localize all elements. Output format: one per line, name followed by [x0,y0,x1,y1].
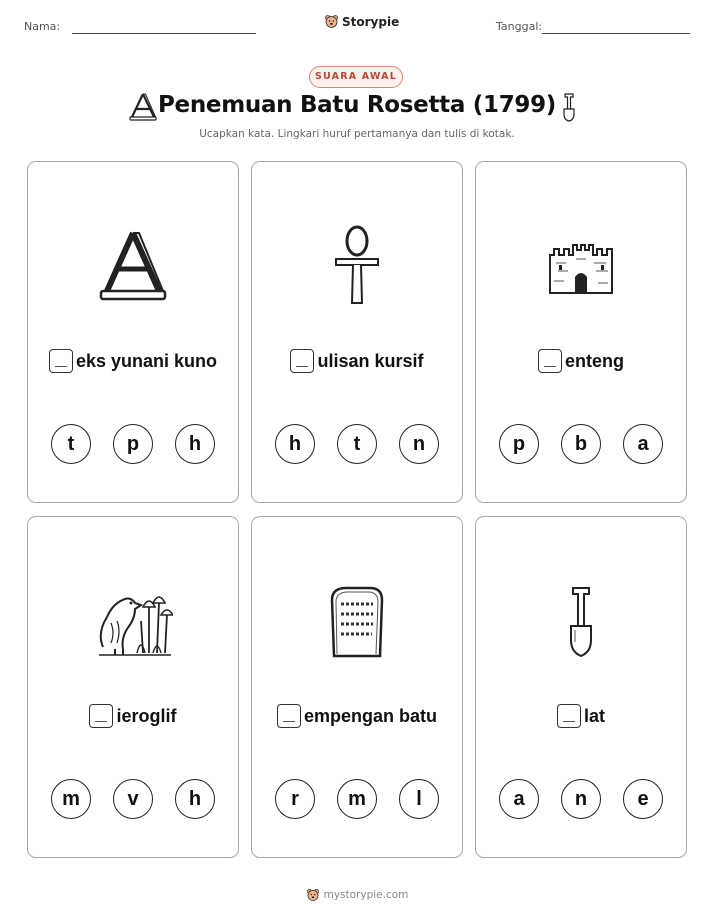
letter-choice[interactable]: p [113,424,153,464]
instructions: Ucapkan kata. Lingkari huruf pertamanya dan tulis di kotak. [199,128,515,140]
date-label: Tanggal: [496,20,543,33]
word-card [475,516,687,858]
brand-logo [324,14,399,29]
brand-name: Storypie [342,14,400,29]
shovel-icon [476,567,686,677]
letter-choices [476,424,686,464]
letter-choice[interactable]: h [175,779,215,819]
date-line[interactable] [542,33,690,34]
letter-choice[interactable]: a [499,779,539,819]
word-card [27,161,239,503]
word-with-blank [28,349,238,373]
first-letter-box[interactable] [49,349,73,373]
shovel-icon [561,92,577,126]
word-card [475,161,687,503]
letter-choices [252,779,462,819]
word-with-blank [252,704,462,728]
word-text: empengan batu [303,705,437,726]
letter-choice[interactable]: h [175,424,215,464]
word-text: ieroglif [116,705,177,726]
footer-url[interactable]: mystorypie.com [323,889,409,901]
letter-choice[interactable]: e [623,779,663,819]
letter-choices [28,779,238,819]
letter-choice[interactable]: m [51,779,91,819]
letter-choice[interactable]: v [113,779,153,819]
word-with-blank [28,704,238,728]
letter-choice[interactable]: m [337,779,377,819]
greek-alpha-letter-icon [28,212,238,322]
letter-choice[interactable]: l [399,779,439,819]
letter-choice[interactable]: a [623,424,663,464]
hieroglyph-bird-papyrus-icon [28,567,238,677]
word-with-blank [476,704,686,728]
first-letter-box[interactable] [89,704,113,728]
category-badge: SUARA AWAL [309,66,403,88]
castle-tower-icon [476,212,686,322]
word-with-blank [252,349,462,373]
page-title: Penemuan Batu Rosetta (1799) [157,92,557,118]
letter-choices [476,779,686,819]
ankh-icon [252,212,462,322]
name-line[interactable] [72,33,256,34]
word-with-blank [476,349,686,373]
first-letter-box[interactable] [290,349,314,373]
word-card [251,516,463,858]
letter-choices [252,424,462,464]
bear-mascot-icon [324,14,339,29]
letter-choice[interactable]: r [275,779,315,819]
first-letter-box[interactable] [277,704,301,728]
footer [0,888,714,902]
name-label: Nama: [24,20,61,33]
letter-choice[interactable]: n [399,424,439,464]
word-card [251,161,463,503]
first-letter-box[interactable] [538,349,562,373]
stone-tablet-icon [252,567,462,677]
word-text: eks yunani kuno [75,350,218,371]
first-letter-box[interactable] [557,704,581,728]
word-text: enteng [564,350,624,371]
word-text: lat [583,705,605,726]
word-card [27,516,239,858]
letter-choice[interactable]: p [499,424,539,464]
letter-choice[interactable]: b [561,424,601,464]
letter-choices [28,424,238,464]
letter-choice[interactable]: n [561,779,601,819]
word-text: ulisan kursif [317,350,424,371]
letter-choice[interactable]: t [51,424,91,464]
letter-choice[interactable]: t [337,424,377,464]
letter-choice[interactable]: h [275,424,315,464]
bear-mascot-icon [306,888,320,902]
